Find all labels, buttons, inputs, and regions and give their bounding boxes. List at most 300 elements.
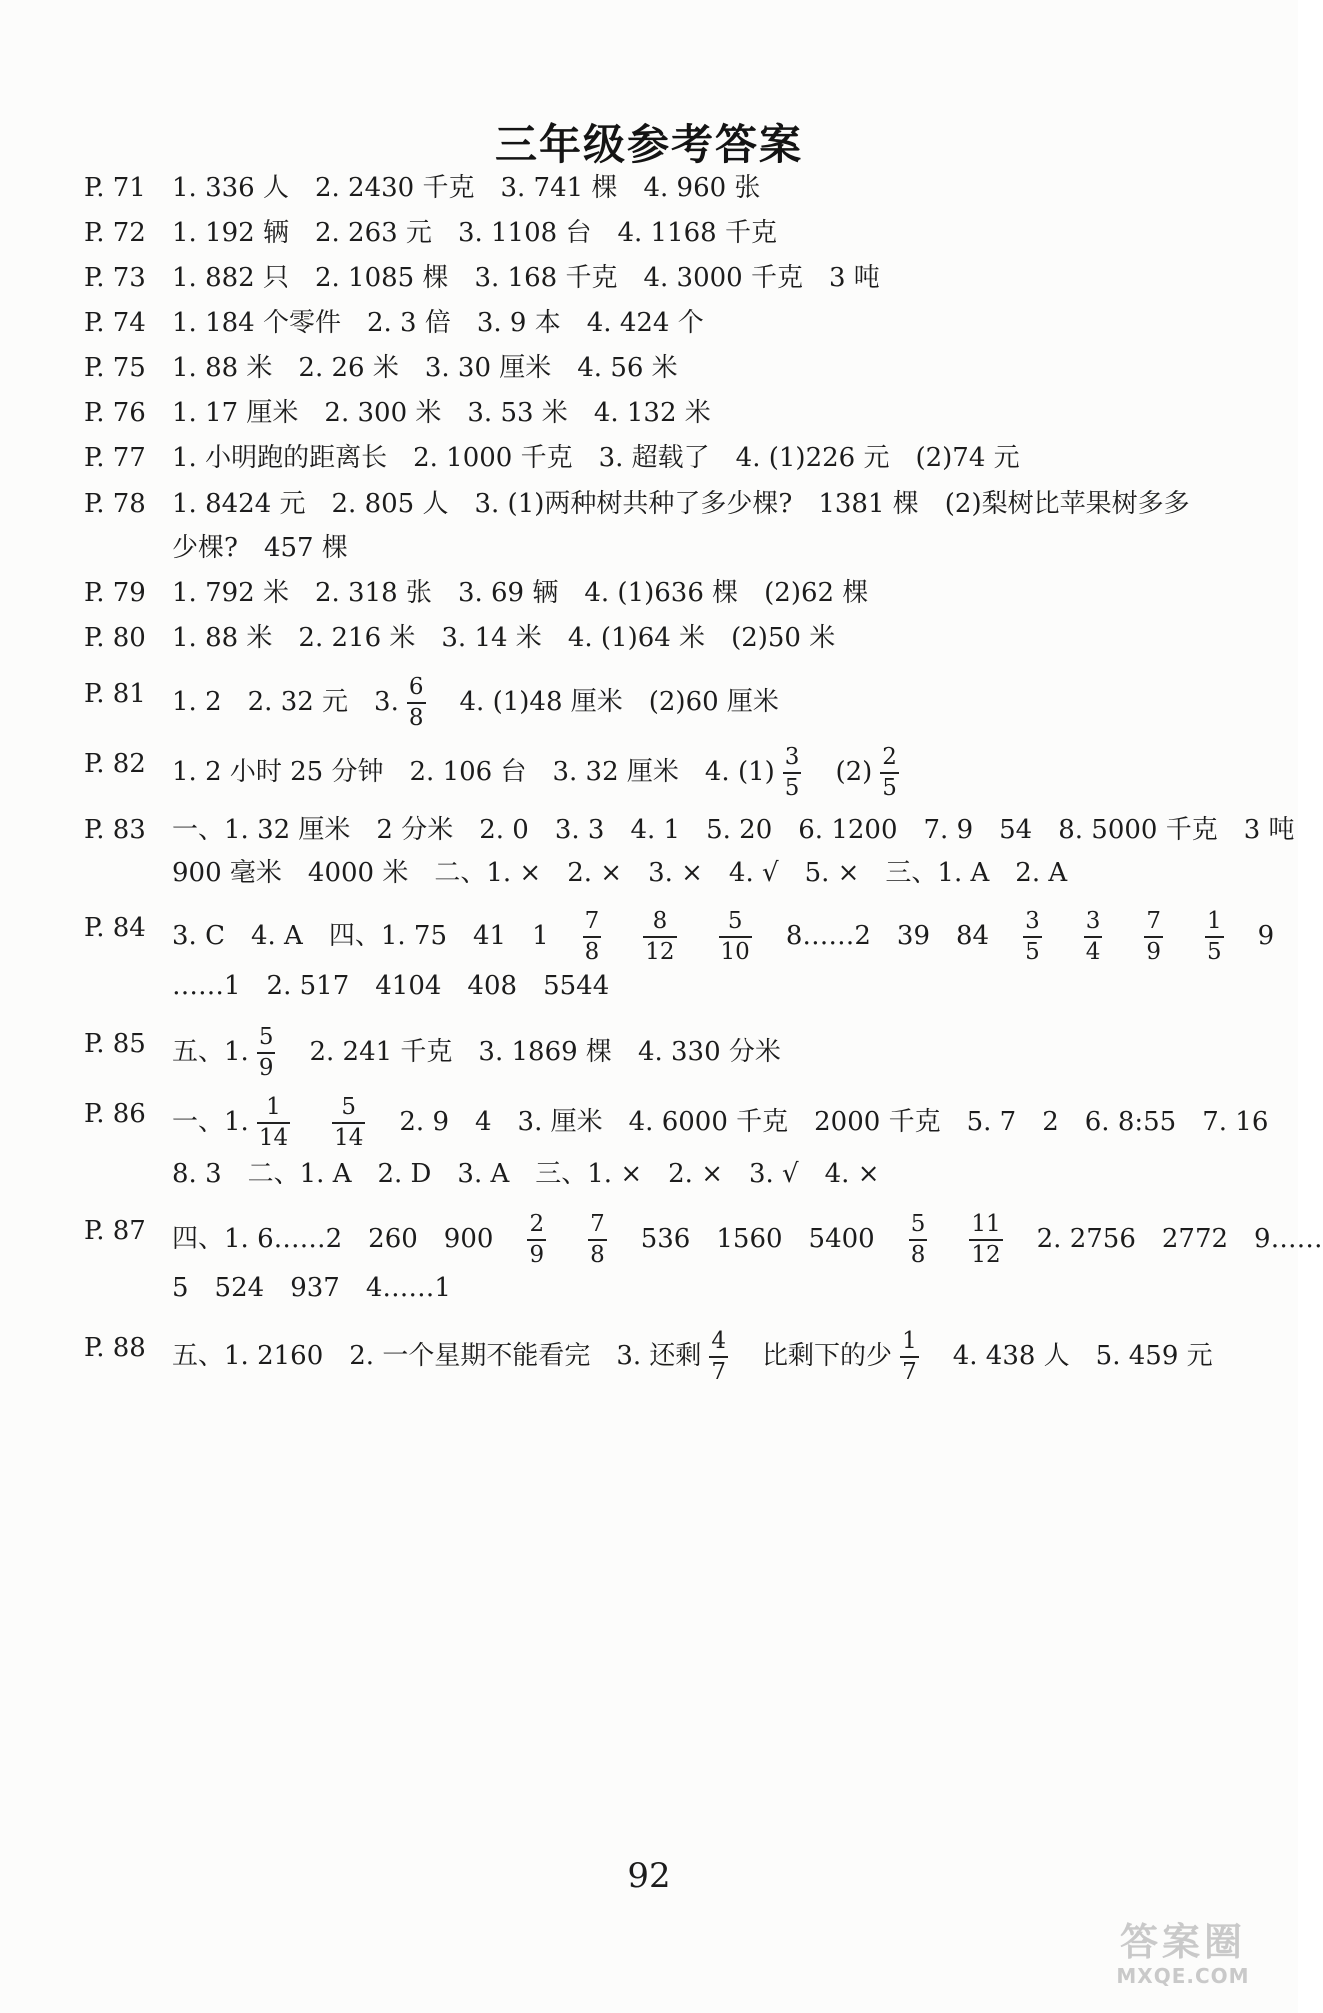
page-label: P. 86	[84, 1099, 146, 1129]
fraction	[1023, 910, 1042, 964]
page-label: P. 80	[84, 623, 146, 653]
answer-item	[474, 260, 617, 296]
answer-text: 3. C	[172, 921, 225, 951]
answer-item	[172, 170, 289, 206]
fraction-numerator: 3	[1085, 908, 1101, 934]
answer-text: 四、1. 6……2	[172, 1224, 343, 1254]
answer-item	[649, 684, 779, 720]
answer-text: 4. 424 个	[586, 308, 704, 338]
answer-item	[736, 440, 890, 476]
answer-item	[460, 684, 623, 720]
answer-content	[172, 350, 678, 386]
answer-item	[367, 305, 451, 341]
fraction	[583, 910, 602, 964]
answer-item	[535, 1156, 642, 1192]
answer-text: 3. 69 辆	[457, 578, 559, 608]
fraction	[257, 1096, 290, 1150]
answer-text: 3. 32 厘米	[552, 757, 679, 787]
answer-text: 1. 88 米	[172, 623, 273, 653]
fraction-denominator: 8	[408, 705, 424, 731]
answer-item	[366, 1270, 451, 1306]
answer-text: 三、1. A	[885, 858, 990, 888]
answer-text: 3. 还剩	[616, 1341, 702, 1371]
fraction-denominator: 4	[1085, 939, 1101, 965]
answer-text: 8. 3	[172, 1159, 222, 1189]
answer-text: 54	[999, 815, 1033, 845]
fraction-numerator: 11	[971, 1211, 1001, 1237]
answer-text: 39	[896, 921, 931, 951]
page-label: P. 72	[84, 218, 146, 248]
answer-text: 少棵?	[172, 533, 238, 563]
answer-content	[172, 395, 711, 431]
answer-item	[1058, 812, 1218, 848]
page-label: P. 83	[84, 815, 146, 845]
answer-text: 2. 9	[399, 1107, 449, 1137]
answer-text: 3. ×	[648, 858, 703, 888]
answer-item	[1202, 1104, 1268, 1140]
answer-item	[368, 1221, 418, 1257]
answer-item	[172, 486, 306, 522]
answer-content	[172, 260, 880, 296]
answer-item	[1244, 812, 1295, 848]
answer-item	[172, 575, 289, 611]
answer-item	[635, 910, 684, 964]
answer-text: 比剩下的少	[762, 1341, 893, 1371]
answer-text: 3. 30 厘米	[424, 353, 552, 383]
answer-item	[587, 305, 704, 341]
answer-text: 536	[640, 1224, 691, 1254]
answer-text: (2)梨树比苹果树多多	[944, 489, 1190, 519]
answer-text: 3. 3	[554, 815, 605, 845]
answer-content	[172, 910, 1274, 964]
answer-item	[825, 1156, 880, 1192]
answer-text: 84	[956, 921, 990, 951]
answer-item	[172, 1026, 283, 1080]
answer-item	[500, 170, 617, 206]
fraction-numerator: 2	[882, 744, 897, 770]
answer-text: 1. 336 人	[172, 173, 289, 203]
answer-text: 2. ×	[567, 858, 623, 888]
page-title: 三年级参考答案	[494, 120, 803, 169]
answer-item	[543, 968, 609, 1004]
answer-text: 一、1. 32 厘米	[172, 815, 351, 845]
fraction-denominator: 8	[584, 939, 600, 965]
answer-text: 4000 米	[307, 858, 409, 888]
fraction-numerator: 5	[258, 1024, 274, 1050]
fraction-denominator: 14	[334, 1125, 364, 1151]
answer-item	[749, 1156, 799, 1192]
answer-item	[809, 1221, 875, 1257]
answer-item	[1015, 910, 1050, 964]
answer-item	[298, 350, 398, 386]
answer-text: 1. 2	[172, 687, 222, 717]
fraction	[332, 1096, 365, 1150]
answer-item	[885, 855, 989, 891]
answer-text: 五、1. 2160	[172, 1341, 324, 1371]
answer-text: 3. 1869 棵	[478, 1037, 612, 1067]
answer-text: 4104	[375, 971, 442, 1001]
answer-item	[172, 260, 289, 296]
answer-text: 4	[475, 1107, 492, 1137]
answer-text: 3. A	[457, 1159, 510, 1189]
answer-item	[1136, 910, 1171, 964]
answer-item	[555, 812, 605, 848]
answer-text: 2	[1042, 1107, 1059, 1137]
answer-item	[953, 1338, 1070, 1374]
answer-text: 41	[472, 921, 507, 951]
fraction	[880, 746, 899, 800]
answer-item	[473, 918, 506, 954]
answer-item	[1015, 855, 1067, 891]
answer-text: (2)60 厘米	[648, 687, 779, 717]
answer-content	[172, 812, 1295, 848]
answer-text: 3 吨	[1243, 815, 1295, 845]
page-label: P. 85	[84, 1029, 146, 1059]
answer-item	[711, 910, 760, 964]
page-label: P. 82	[84, 749, 146, 779]
answer-item	[945, 486, 1190, 522]
answer-item	[641, 1221, 691, 1257]
answer-text: 3. 超载了	[598, 443, 710, 473]
answer-content	[172, 305, 704, 341]
answer-item	[477, 305, 561, 341]
answer-text: 4. 56 米	[577, 353, 678, 383]
answer-text: 9……	[1254, 1224, 1323, 1254]
answer-text: 2. 3 倍	[366, 308, 451, 338]
fraction-denominator: 5	[784, 775, 800, 801]
answer-item	[835, 746, 906, 800]
answer-item	[1042, 1104, 1059, 1140]
fraction	[719, 910, 752, 964]
answer-item	[377, 1156, 431, 1192]
answer-item	[764, 575, 868, 611]
answer-item	[897, 918, 930, 954]
answer-text: 260	[368, 1224, 418, 1254]
answer-item	[458, 575, 558, 611]
answer-text: 4. 3000 千克	[643, 263, 803, 293]
answer-text: 3. 53 米	[467, 398, 568, 428]
answer-text: 2. 26 米	[298, 353, 399, 383]
answer-text: 4. ×	[824, 1159, 880, 1189]
answer-text: 6. 8:55	[1084, 1107, 1177, 1137]
answer-item	[643, 260, 803, 296]
answer-item	[552, 754, 678, 790]
answer-item	[967, 1104, 1017, 1140]
answer-item	[630, 812, 680, 848]
fraction-denominator: 9	[258, 1055, 274, 1081]
answer-text: 1. 8424 元	[172, 489, 306, 519]
answer-item	[706, 812, 772, 848]
answer-item	[267, 968, 350, 1004]
answer-text: 2. 805 人	[331, 489, 449, 519]
answer-text: 937	[290, 1273, 340, 1303]
fraction-numerator: 6	[408, 674, 424, 700]
fraction	[709, 1330, 728, 1384]
answer-item	[805, 855, 860, 891]
answer-text: 1. 88 米	[172, 353, 273, 383]
answer-text: 4. (1)64 米	[567, 623, 706, 653]
answer-text: 2. 241 千克	[309, 1037, 453, 1067]
answer-item	[324, 395, 441, 431]
answer-text: 524	[214, 1273, 265, 1303]
answer-text: (2)50 米	[731, 623, 836, 653]
answer-content	[172, 170, 760, 206]
fraction-numerator: 1	[1207, 908, 1222, 934]
answer-content	[172, 1026, 781, 1080]
answer-text: 5. 7	[966, 1107, 1017, 1137]
fraction	[909, 1213, 928, 1267]
answer-item	[479, 812, 529, 848]
answer-text: 1. 小明跑的距离长	[172, 443, 388, 473]
answer-content	[172, 530, 348, 566]
answer-text: ……1	[172, 971, 241, 1001]
answer-item	[172, 1270, 189, 1306]
answer-text: 1560	[716, 1224, 783, 1254]
answer-content	[172, 1213, 1323, 1267]
page-label: P. 79	[84, 578, 146, 608]
answer-item	[1197, 910, 1232, 964]
answer-text: 5. ×	[804, 858, 860, 888]
answer-text: 4. 132 米	[593, 398, 711, 428]
answer-item	[915, 440, 1019, 476]
answer-item	[818, 486, 918, 522]
answer-item	[814, 1104, 940, 1140]
fraction	[900, 1330, 919, 1384]
answer-content	[172, 620, 835, 656]
answer-text: 4……1	[365, 1273, 451, 1303]
answer-item	[315, 215, 432, 251]
answer-item	[172, 1156, 222, 1192]
answer-text: 二、1. A	[247, 1159, 352, 1189]
answer-item	[567, 855, 622, 891]
answer-item	[399, 1104, 449, 1140]
answer-item	[172, 754, 384, 790]
answer-item	[1037, 1221, 1136, 1257]
fraction-denominator: 8	[910, 1242, 926, 1268]
fraction-denominator: 12	[971, 1242, 1001, 1268]
answer-item	[716, 1221, 782, 1257]
answer-item	[1258, 918, 1275, 954]
answer-item	[580, 1213, 615, 1267]
answer-text: 4. 330 分米	[637, 1037, 781, 1067]
fraction-denominator: 7	[711, 1359, 727, 1385]
fraction	[643, 910, 676, 964]
answer-text: 2. 517	[266, 971, 350, 1001]
fraction-numerator: 5	[910, 1211, 926, 1237]
answer-item	[248, 1156, 352, 1192]
answer-item	[251, 918, 303, 954]
answer-text: 2. 263 元	[314, 218, 432, 248]
answer-content	[172, 486, 1190, 522]
answer-item	[172, 305, 341, 341]
answer-item	[1076, 910, 1111, 964]
fraction	[1144, 910, 1163, 964]
answer-item	[290, 1270, 340, 1306]
answer-item	[375, 968, 441, 1004]
answer-text: 5. 459 元	[1095, 1341, 1213, 1371]
page-label: P. 88	[84, 1333, 146, 1363]
page-label: P. 76	[84, 398, 146, 428]
answer-text: 1. 184 个零件	[172, 308, 341, 338]
fraction-denominator: 7	[902, 1359, 917, 1385]
answer-item	[518, 1104, 603, 1140]
answer-item	[172, 395, 298, 431]
page-label: P. 87	[84, 1216, 146, 1246]
answer-text: 2. 一个星期不能看完	[349, 1341, 591, 1371]
answer-item	[349, 1338, 590, 1374]
answer-text: 5544	[543, 971, 610, 1001]
answer-item	[594, 395, 711, 431]
page-label: P. 71	[84, 173, 146, 203]
watermark-logo	[1088, 1920, 1278, 2000]
answer-item	[172, 1096, 298, 1150]
answer-text: 1. 192 辆	[172, 218, 289, 248]
answer-text: 3. 9 本	[476, 308, 561, 338]
answer-text: 5	[172, 1273, 189, 1303]
answer-text: 2. 32 元	[247, 687, 349, 717]
fraction-numerator: 7	[1146, 908, 1162, 934]
answer-item	[413, 440, 573, 476]
answer-text: 5400	[808, 1224, 875, 1254]
answer-item	[575, 910, 610, 964]
answer-item	[519, 1213, 554, 1267]
answer-text: 4. 6000 千克	[628, 1107, 789, 1137]
answer-item	[584, 575, 738, 611]
fraction-denominator: 12	[645, 939, 675, 965]
answer-text: 1381 棵	[818, 489, 919, 519]
answer-item	[1096, 1338, 1213, 1374]
answer-text: 2. A	[1015, 858, 1068, 888]
answer-item	[467, 395, 567, 431]
answer-item	[457, 1156, 509, 1192]
answer-text: 2. 300 米	[324, 398, 442, 428]
answer-item	[172, 918, 225, 954]
answer-text: 1. 882 只	[172, 263, 289, 293]
fraction-denominator: 10	[720, 939, 750, 965]
answer-content	[172, 1096, 1268, 1150]
answer-text: 2 分米	[376, 815, 454, 845]
answer-item	[172, 440, 387, 476]
answer-item	[458, 215, 592, 251]
answer-text: 4. (1)636 棵	[584, 578, 739, 608]
fraction-numerator: 5	[341, 1094, 357, 1120]
answer-content	[172, 855, 1067, 891]
answer-text: 4. (1)226 元	[735, 443, 890, 473]
answer-item	[248, 684, 348, 720]
answer-item	[617, 215, 777, 251]
answer-text: 2. 2756	[1036, 1224, 1136, 1254]
answer-item	[616, 1330, 736, 1384]
answer-text: 4. 438 人	[952, 1341, 1070, 1371]
answer-content	[172, 1330, 1213, 1384]
fraction-numerator: 3	[784, 744, 800, 770]
answer-item	[172, 968, 241, 1004]
answer-item	[956, 918, 989, 954]
answer-item	[643, 170, 760, 206]
fraction-denominator: 8	[590, 1242, 605, 1268]
answer-item	[308, 855, 408, 891]
answer-item	[172, 215, 289, 251]
answer-item	[532, 918, 549, 954]
answer-item	[474, 486, 792, 522]
answer-text: 3. 168 千克	[474, 263, 618, 293]
fraction	[588, 1213, 607, 1267]
fraction	[257, 1026, 276, 1080]
answer-text: 6. 1200	[798, 815, 898, 845]
answer-text: 2000 千克	[814, 1107, 941, 1137]
answer-item	[172, 1338, 323, 1374]
fraction-denominator: 9	[1146, 939, 1162, 965]
answer-item	[729, 855, 779, 891]
answer-text: 8……2	[785, 921, 871, 951]
answer-text: 4. 1	[630, 815, 681, 845]
answer-item	[1162, 1221, 1228, 1257]
answer-item	[1254, 1221, 1323, 1257]
answer-text: 五、1.	[172, 1037, 249, 1067]
answer-item	[444, 1221, 494, 1257]
answer-text: 3. 厘米	[517, 1107, 603, 1137]
answer-text: 3. 741 棵	[500, 173, 618, 203]
page-label: P. 78	[84, 489, 146, 519]
page-label: P. 74	[84, 308, 146, 338]
answer-item	[599, 440, 710, 476]
fraction	[527, 1213, 546, 1267]
answer-text: 2. ×	[668, 1159, 723, 1189]
fraction-numerator: 1	[266, 1094, 281, 1120]
answer-text: 9	[1257, 921, 1275, 951]
answer-text: 三、1. ×	[535, 1159, 643, 1189]
answer-item	[329, 918, 447, 954]
fraction-denominator: 5	[1025, 939, 1040, 965]
answer-text: 900	[443, 1224, 494, 1254]
answer-item	[410, 754, 527, 790]
answer-text: 8. 5000 千克	[1058, 815, 1218, 845]
answer-item	[324, 1096, 373, 1150]
answer-item	[309, 1034, 452, 1070]
answer-item	[172, 855, 282, 891]
answer-item	[961, 1213, 1010, 1267]
answer-item	[315, 260, 449, 296]
fraction-denominator: 9	[529, 1242, 545, 1268]
answer-text: 900 毫米	[172, 858, 282, 888]
answer-text: (2)62 棵	[764, 578, 869, 608]
answer-text: (2)	[835, 757, 873, 787]
page-number: 92	[627, 1856, 671, 1896]
answer-text: 2. D	[377, 1159, 432, 1189]
answer-text: 4. (1)	[704, 757, 775, 787]
answer-text: 2. 318 张	[314, 578, 432, 608]
answer-text: 1. 792 米	[172, 578, 289, 608]
fraction-denominator: 5	[882, 775, 897, 801]
answer-text: 2. 216 米	[298, 623, 416, 653]
answer-text: 4. A	[250, 921, 303, 951]
fraction-numerator: 5	[727, 908, 743, 934]
answer-content	[172, 575, 868, 611]
fraction	[1205, 910, 1224, 964]
answer-item	[374, 676, 433, 730]
answer-item	[629, 1104, 789, 1140]
answer-item	[731, 620, 835, 656]
answer-item	[901, 1213, 936, 1267]
answer-text: 2. 1085 棵	[314, 263, 449, 293]
answer-text: 7. 16	[1202, 1107, 1269, 1137]
watermark-text: 答案圈	[1119, 1920, 1246, 1964]
fraction	[1084, 910, 1103, 964]
answer-text: 4. (1)48 厘米	[459, 687, 623, 717]
answer-text: 4. 960 张	[643, 173, 761, 203]
page-label: P. 84	[84, 913, 146, 943]
page-label: P. 81	[84, 679, 146, 709]
